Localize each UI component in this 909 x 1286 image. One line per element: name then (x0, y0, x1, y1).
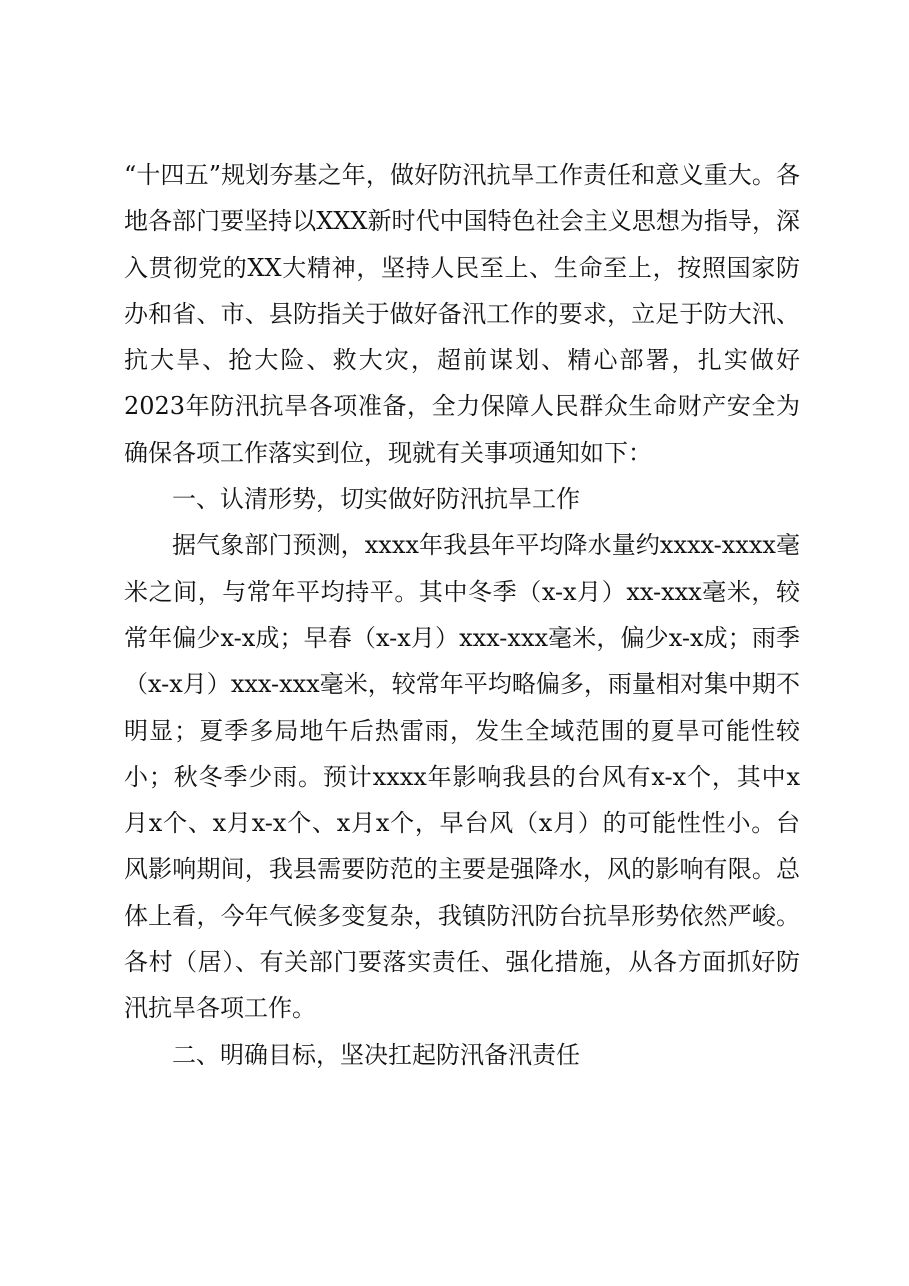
document-body (124, 152, 800, 1078)
intro-paragraph: “十四五”规划夯基之年，做好防汛抗旱工作责任和意义重大。各地各部门要坚持以XXX新时代中国特色社会主义思想为指导，深入贯彻党的XX大精神，坚持人民至上、生命至上，按照国家防办和省、市、县防指关于做好备汛工作的要求，立足于防大汛、抗大旱、抢大险、救大灾，超前谋划、精心部署，扎实做好2023年防汛抗旱各项准备，全力保障人民群众生命财产安全为确保各项工作落实到位，现就有关事项通知如下： (124, 161, 800, 467)
section-heading-1: 一、认清形势，切实做好防汛抗旱工作 (172, 485, 580, 514)
forecast-paragraph: 据气象部门预测，xxxx年我县年平均降水量约xxxx-xxxx毫米之间，与常年平均持平。其中冬季（x-x月）xx-xxx毫米，较常年偏少x-x成；早春（x-x月）xxx-xxx毫米，偏少x-x成；雨季（x-x月）xxx-xxx毫米，较常年平均略偏多，雨量相对集中期不明显；夏季多局地午后热雷雨，发生全域范围的夏旱可能性较小；秋冬季少雨。预计xxxx年影响我县的台风有x-x个，其中x月x个、x月x-x个、x月x个，早台风（x月）的可能性性小。台风影响期间，我县需要防范的主要是强降水，风的影响有限。总体上看，今年气候多变复杂，我镇防汛防台抗旱形势依然严峻。各村（居）、有关部门要落实责任、强化措施，从各方面抓好防汛抗旱各项工作。 (124, 531, 800, 1023)
section-heading-2: 二、明确目标，坚决扛起防汛备汛责任 (172, 1040, 580, 1069)
